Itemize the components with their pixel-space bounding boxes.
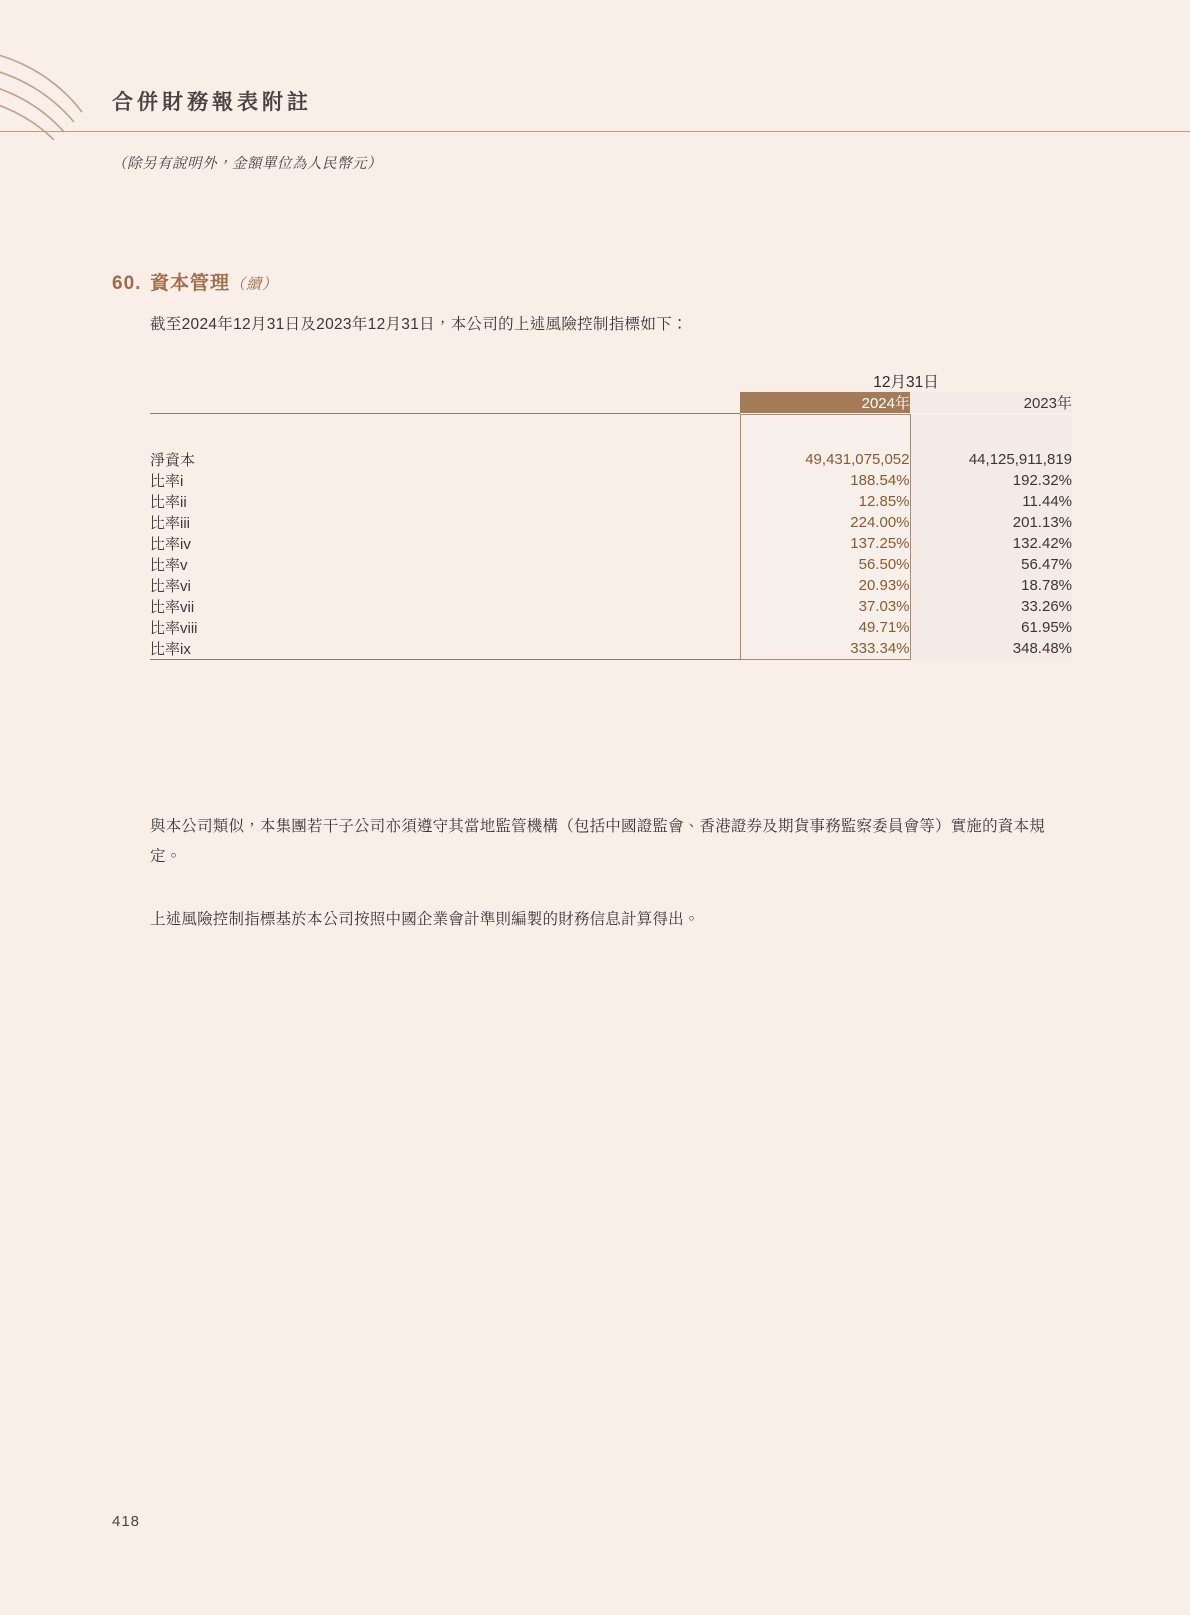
row-value-2024: 49,431,075,052: [740, 449, 910, 470]
spacer-2023: [910, 415, 1072, 450]
table-row: [150, 596, 1072, 617]
section-number: 60.: [112, 273, 142, 294]
row-value-2023: 56.47%: [910, 554, 1072, 575]
header-divider: [0, 131, 1190, 132]
column-header-2024: 2024年: [740, 392, 910, 413]
paragraph-risk-control-basis: 上述風險控制指標基於本公司按照中國企業會計準則編製的財務信息計算得出。: [150, 911, 700, 928]
table-row: [150, 617, 1072, 638]
row-value-2023: 33.26%: [910, 596, 1072, 617]
row-label: 比率iv: [150, 536, 191, 553]
row-label: 比率vi: [150, 578, 191, 595]
table-row: [150, 449, 1072, 470]
row-value-2023: 132.42%: [910, 533, 1072, 554]
table-row: [150, 533, 1072, 554]
page-title: 合併財務報表附註: [112, 90, 312, 114]
section-title: 資本管理: [150, 273, 231, 294]
row-label: 比率ix: [150, 638, 740, 660]
row-label: 比率ii: [150, 494, 187, 511]
column-header-blank: [150, 392, 740, 413]
paragraph-subsidiary-capital: 與本公司類似，本集團若干子公司亦須遵守其當地監管機構（包括中國證監會、香港證券及期貨事務監察委員會等）實施的資本規定。: [150, 818, 1045, 866]
page-number: 418: [112, 1513, 141, 1530]
group-header-label: 12月31日: [873, 374, 939, 391]
table-row: [150, 470, 1072, 491]
row-value-2024: 56.50%: [740, 554, 910, 575]
table-row: [150, 512, 1072, 533]
table-row: [150, 638, 1072, 660]
arc-swoosh-icon: [0, 40, 110, 140]
group-header-spacer: [150, 370, 740, 392]
row-label: 比率vii: [150, 599, 195, 616]
table-spacer-row: [150, 415, 1072, 450]
table-column-header-row: [150, 392, 1072, 413]
row-value-2023: 192.32%: [910, 470, 1072, 491]
row-value-2023: 18.78%: [910, 575, 1072, 596]
row-value-2024: 333.34%: [740, 638, 910, 660]
row-value-2024: 224.00%: [740, 512, 910, 533]
row-label: 比率viii: [150, 620, 198, 637]
table-group-header-row: [150, 370, 1072, 392]
row-label: 比率iii: [150, 515, 190, 532]
column-header-2023: 2023年: [910, 392, 1072, 413]
table-row: [150, 491, 1072, 512]
row-value-2023: 348.48%: [910, 638, 1072, 660]
row-label: 比率v: [150, 557, 188, 574]
row-value-2023: 61.95%: [910, 617, 1072, 638]
capital-management-table: [150, 370, 1072, 660]
section-intro-text: 截至2024年12月31日及2023年12月31日，本公司的上述風險控制指標如下：: [150, 316, 688, 333]
header-note: （除另有說明外，金額單位為人民幣元）: [112, 156, 382, 172]
row-value-2024: 137.25%: [740, 533, 910, 554]
section-heading: [112, 268, 278, 295]
row-label: 比率i: [150, 473, 184, 490]
row-value-2024: 49.71%: [740, 617, 910, 638]
section-continued-marker: （續）: [230, 276, 279, 293]
table-row: [150, 575, 1072, 596]
row-label: 淨資本: [150, 452, 196, 469]
row-value-2024: 12.85%: [740, 491, 910, 512]
row-value-2023: 201.13%: [910, 512, 1072, 533]
row-value-2023: 11.44%: [910, 491, 1072, 512]
row-value-2024: 20.93%: [740, 575, 910, 596]
row-value-2023: 44,125,911,819: [910, 449, 1072, 470]
page-header: [0, 0, 1190, 136]
spacer-2024: [740, 415, 910, 450]
row-value-2024: 37.03%: [740, 596, 910, 617]
table-row: [150, 554, 1072, 575]
row-value-2024: 188.54%: [740, 470, 910, 491]
spacer-label: [150, 415, 740, 450]
